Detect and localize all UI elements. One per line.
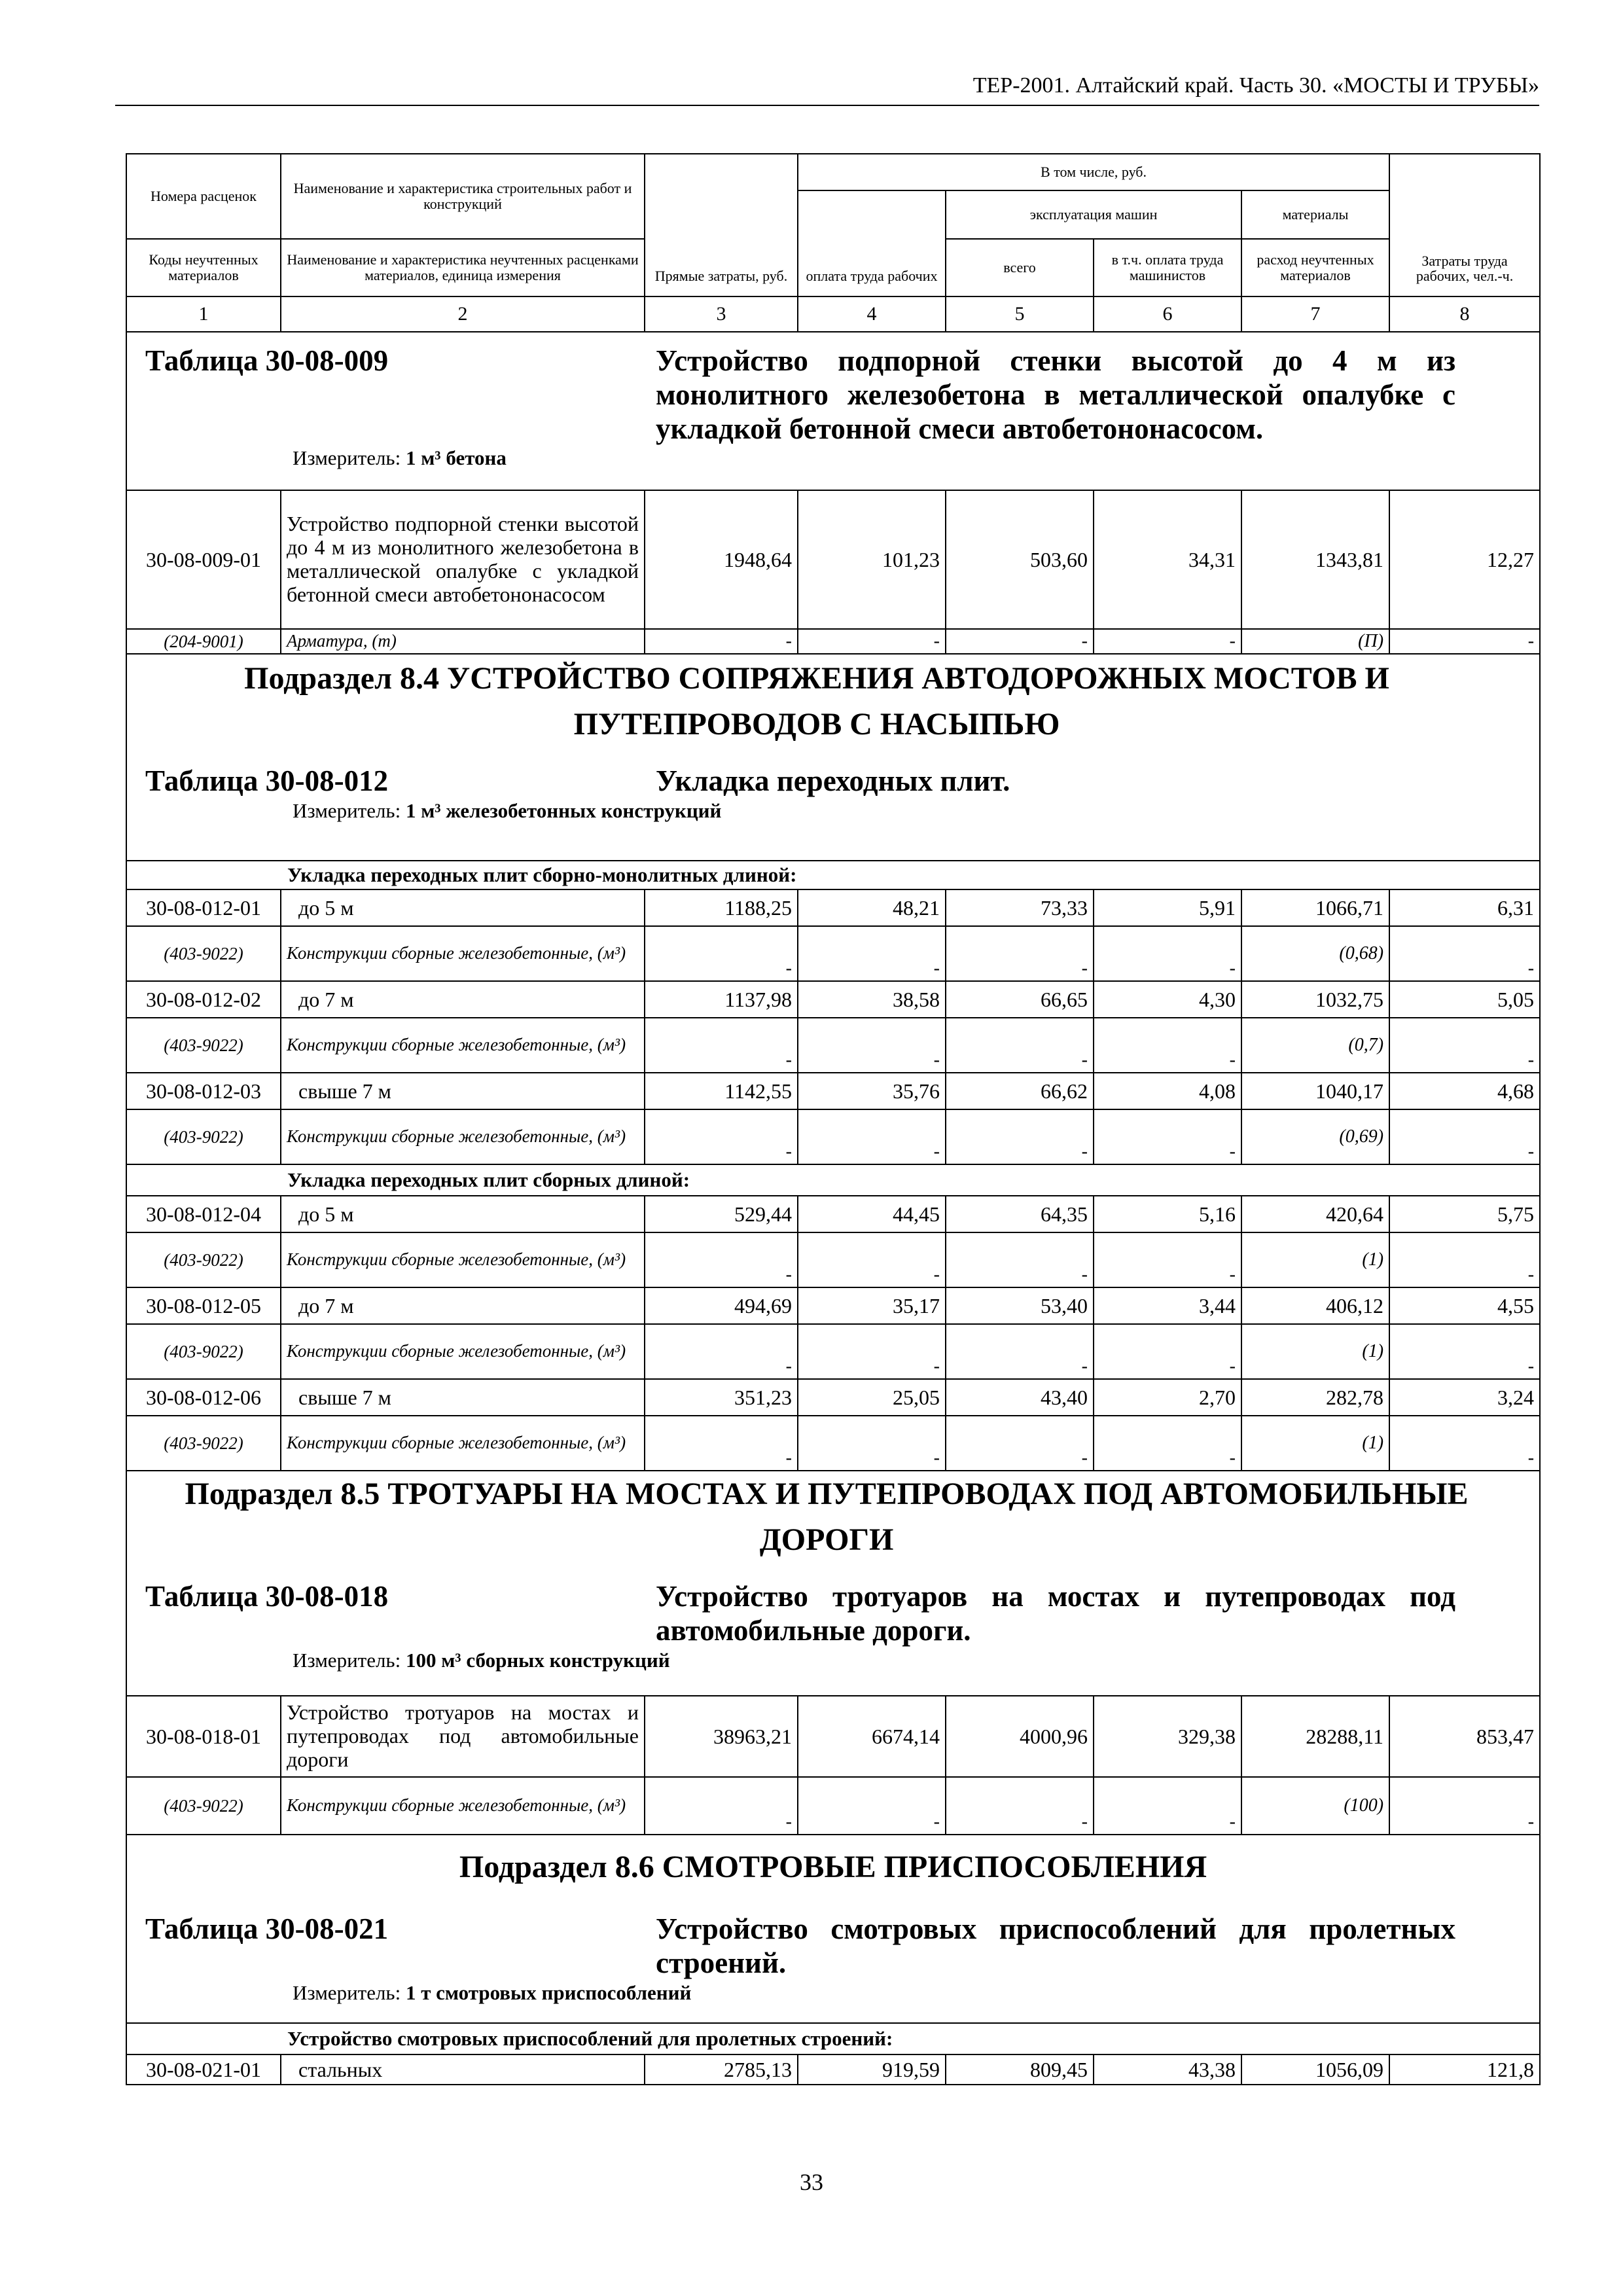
machines-total: 503,60 <box>946 490 1094 629</box>
dash: - <box>798 1777 946 1835</box>
dash: - <box>946 1324 1094 1379</box>
dash: - <box>1094 1109 1241 1164</box>
header-machine-operation: эксплуатация машин <box>946 190 1241 239</box>
dash: - <box>645 1777 798 1835</box>
labor-costs: 4,55 <box>1389 1287 1540 1324</box>
materials: 1032,75 <box>1241 981 1389 1018</box>
table-row <box>126 1196 1540 1232</box>
rate-code: 30-08-012-02 <box>126 981 281 1018</box>
materials: 406,12 <box>1241 1287 1389 1324</box>
header-operators-wages: в т.ч. оплата труда машинистов <box>1094 239 1241 296</box>
column-number: 6 <box>1094 296 1241 332</box>
materials: 1040,17 <box>1241 1073 1389 1109</box>
rate-name: до 7 м <box>281 1287 645 1324</box>
table-number: Таблица 30-08-018 <box>145 1580 389 1613</box>
table-row <box>126 889 1540 926</box>
dash: - <box>645 1324 798 1379</box>
materials: 1343,81 <box>1241 490 1389 629</box>
materials: 28288,11 <box>1241 1696 1389 1777</box>
table-title: Устройство смотровых приспособлений для пролетных строений. <box>656 1912 1456 1979</box>
dash: - <box>798 1416 946 1471</box>
column-number: 3 <box>645 296 798 332</box>
dash: - <box>1389 629 1540 654</box>
column-number: 4 <box>798 296 946 332</box>
direct-costs: 1188,25 <box>645 889 798 926</box>
table-row <box>126 1287 1540 1324</box>
labor-costs: 12,27 <box>1389 490 1540 629</box>
dash: - <box>1389 1018 1540 1073</box>
wages: 101,23 <box>798 490 946 629</box>
material-name: Конструкции сборные железобетонные, (м³) <box>281 1018 645 1073</box>
meter-label: Измеритель: <box>293 1648 401 1672</box>
dash: - <box>798 1232 946 1287</box>
machines-total: 809,45 <box>946 2054 1094 2085</box>
section-8-6 <box>126 1835 1540 2023</box>
direct-costs: 1137,98 <box>645 981 798 1018</box>
dash: - <box>798 1018 946 1073</box>
machines-total: 66,65 <box>946 981 1094 1018</box>
wages: 44,45 <box>798 1196 946 1232</box>
direct-costs: 1142,55 <box>645 1073 798 1109</box>
wages: 35,17 <box>798 1287 946 1324</box>
direct-costs: 38963,21 <box>645 1696 798 1777</box>
material-name: Конструкции сборные железобетонные, (м³) <box>281 926 645 981</box>
labor-costs: 6,31 <box>1389 889 1540 926</box>
material-quantity: (0,69) <box>1241 1109 1389 1164</box>
meter-label: Измеритель: <box>293 798 401 822</box>
dash: - <box>946 629 1094 654</box>
material-code: (403-9022) <box>126 1777 281 1835</box>
unaccounted-row <box>126 926 1540 981</box>
dash: - <box>1094 1416 1241 1471</box>
dash: - <box>1094 629 1241 654</box>
rate-name: до 5 м <box>281 889 645 926</box>
labor-costs: 853,47 <box>1389 1696 1540 1777</box>
material-quantity: (1) <box>1241 1232 1389 1287</box>
running-header: ТЕР-2001. Алтайский край. Часть 30. «МОСТЫ И ТРУБЫ» <box>972 73 1539 98</box>
meter <box>132 446 1534 470</box>
table-title: Укладка переходных плит. <box>656 764 1010 797</box>
dash: - <box>946 1232 1094 1287</box>
rate-name: Устройство подпорной стенки высотой до 4 м из монолитного железобетона в металлической опалубке с укладкой бетонной смеси автобетононасосом <box>281 490 645 629</box>
dash: - <box>1094 1324 1241 1379</box>
material-code: (403-9022) <box>126 1416 281 1471</box>
rate-code: 30-08-009-01 <box>126 490 281 629</box>
header-wages: оплата труда рабочих <box>798 190 946 296</box>
meter <box>132 798 1534 823</box>
meter <box>132 1981 1534 2005</box>
material-code: (204-9001) <box>126 629 281 654</box>
dash: - <box>1094 1018 1241 1073</box>
materials: 420,64 <box>1241 1196 1389 1232</box>
header-rate-number: Номера расценок <box>126 154 281 239</box>
material-name: Конструкции сборные железобетонные, (м³) <box>281 1416 645 1471</box>
material-name: Конструкции сборные железобетонные, (м³) <box>281 1777 645 1835</box>
section-title: Подраздел 8.6 СМОТРОВЫЕ ПРИСПОСОБЛЕНИЯ <box>459 1850 1207 1884</box>
rate-name: до 5 м <box>281 1196 645 1232</box>
material-quantity: (0,7) <box>1241 1018 1389 1073</box>
table-row <box>126 2054 1540 2085</box>
materials: 1056,09 <box>1241 2054 1389 2085</box>
machines-total: 64,35 <box>946 1196 1094 1232</box>
material-code: (403-9022) <box>126 1324 281 1379</box>
subheader: Устройство смотровых приспособлений для пролетных строений: <box>126 2023 1540 2054</box>
rate-code: 30-08-012-04 <box>126 1196 281 1232</box>
header-materials: материалы <box>1241 190 1389 239</box>
labor-costs: 4,68 <box>1389 1073 1540 1109</box>
dash: - <box>645 1018 798 1073</box>
wages: 38,58 <box>798 981 946 1018</box>
section-8-4 <box>126 654 1540 861</box>
unaccounted-row <box>126 1018 1540 1073</box>
table-row <box>126 1073 1540 1109</box>
rate-code: 30-08-021-01 <box>126 2054 281 2085</box>
dash: - <box>1094 1777 1241 1835</box>
dash: - <box>645 1109 798 1164</box>
table-row <box>126 981 1540 1018</box>
unaccounted-row <box>126 1324 1540 1379</box>
machines-total: 53,40 <box>946 1287 1094 1324</box>
material-quantity: (0,68) <box>1241 926 1389 981</box>
labor-costs: 3,24 <box>1389 1379 1540 1416</box>
header-unaccounted-codes: Коды неучтенных материалов <box>126 239 281 296</box>
rate-code: 30-08-012-05 <box>126 1287 281 1324</box>
dash: - <box>946 1416 1094 1471</box>
dash: - <box>1389 1232 1540 1287</box>
table-title: Устройство тротуаров на мостах и путепроводах под автомобильные дороги. <box>656 1580 1456 1647</box>
materials: 1066,71 <box>1241 889 1389 926</box>
labor-costs: 5,05 <box>1389 981 1540 1018</box>
dash: - <box>645 1416 798 1471</box>
meter-value: 1 м³ железобетонных конструкций <box>405 798 722 822</box>
labor-costs: 5,75 <box>1389 1196 1540 1232</box>
header-unaccounted-names: Наименование и характеристика неучтенных расценками материалов, единица измерения <box>281 239 645 296</box>
table-row <box>126 1696 1540 1777</box>
wages: 6674,14 <box>798 1696 946 1777</box>
header-including: В том числе, руб. <box>798 154 1389 190</box>
operators-wages: 4,30 <box>1094 981 1241 1018</box>
material-code: (403-9022) <box>126 1232 281 1287</box>
rate-name: свыше 7 м <box>281 1379 645 1416</box>
column-number: 2 <box>281 296 645 332</box>
material-code: (403-9022) <box>126 926 281 981</box>
direct-costs: 529,44 <box>645 1196 798 1232</box>
operators-wages: 43,38 <box>1094 2054 1241 2085</box>
machines-total: 4000,96 <box>946 1696 1094 1777</box>
rate-name: свыше 7 м <box>281 1073 645 1109</box>
dash: - <box>1094 926 1241 981</box>
dash: - <box>946 1777 1094 1835</box>
rate-code: 30-08-012-01 <box>126 889 281 926</box>
machines-total: 73,33 <box>946 889 1094 926</box>
dash: - <box>946 1109 1094 1164</box>
materials: 282,78 <box>1241 1379 1389 1416</box>
meter-value: 1 т смотровых приспособлений <box>405 1981 692 2004</box>
table-number: Таблица 30-08-021 <box>145 1912 389 1945</box>
direct-costs: 351,23 <box>645 1379 798 1416</box>
section-title: Подраздел 8.5 ТРОТУАРЫ НА МОСТАХ И ПУТЕПРОВОДАХ ПОД АВТОМОБИЛЬНЫЕ ДОРОГИ <box>185 1477 1469 1557</box>
dash: - <box>1389 1324 1540 1379</box>
header-labor-costs: Затраты труда рабочих, чел.-ч. <box>1389 154 1540 296</box>
labor-costs: 121,8 <box>1389 2054 1540 2085</box>
dash: - <box>798 1324 946 1379</box>
material-name: Арматура, (т) <box>281 629 645 654</box>
header-work-name: Наименование и характеристика строительных работ и конструкций <box>281 154 645 239</box>
table-number: Таблица 30-08-009 <box>145 344 389 377</box>
direct-costs: 494,69 <box>645 1287 798 1324</box>
page-number: 33 <box>800 2169 823 2195</box>
rate-code: 30-08-018-01 <box>126 1696 281 1777</box>
column-number: 7 <box>1241 296 1389 332</box>
rate-code: 30-08-012-03 <box>126 1073 281 1109</box>
dash: - <box>946 926 1094 981</box>
subheader: Укладка переходных плит сборно-монолитных длиной: <box>126 861 1540 889</box>
wages: 35,76 <box>798 1073 946 1109</box>
dash: - <box>1389 1109 1540 1164</box>
unaccounted-row <box>126 1777 1540 1835</box>
section-8-5 <box>126 1471 1540 1696</box>
machines-total: 43,40 <box>946 1379 1094 1416</box>
table-row <box>126 1379 1540 1416</box>
table-row <box>126 490 1540 629</box>
column-number: 5 <box>946 296 1094 332</box>
unaccounted-row <box>126 1232 1540 1287</box>
table-number: Таблица 30-08-012 <box>145 764 389 797</box>
material-quantity: (100) <box>1241 1777 1389 1835</box>
rate-name: до 7 м <box>281 981 645 1018</box>
unaccounted-row <box>126 1416 1540 1471</box>
operators-wages: 5,16 <box>1094 1196 1241 1232</box>
operators-wages: 4,08 <box>1094 1073 1241 1109</box>
dash: - <box>798 629 946 654</box>
header-direct-costs: Прямые затраты, руб. <box>645 154 798 296</box>
material-name: Конструкции сборные железобетонные, (м³) <box>281 1232 645 1287</box>
wages: 48,21 <box>798 889 946 926</box>
material-code: (403-9022) <box>126 1018 281 1073</box>
machines-total: 66,62 <box>946 1073 1094 1109</box>
section-title: Подраздел 8.4 УСТРОЙСТВО СОПРЯЖЕНИЯ АВТОДОРОЖНЫХ МОСТОВ И ПУТЕПРОВОДОВ С НАСЫПЬЮ <box>244 661 1389 742</box>
meter-value: 1 м³ бетона <box>405 446 507 470</box>
rate-name: стальных <box>281 2054 645 2085</box>
dash: - <box>798 926 946 981</box>
dash: - <box>1389 1416 1540 1471</box>
operators-wages: 3,44 <box>1094 1287 1241 1324</box>
operators-wages: 34,31 <box>1094 490 1241 629</box>
wages: 919,59 <box>798 2054 946 2085</box>
dash: - <box>946 1018 1094 1073</box>
dash: - <box>645 629 798 654</box>
material-quantity: (1) <box>1241 1324 1389 1379</box>
column-number: 8 <box>1389 296 1540 332</box>
material-name: Конструкции сборные железобетонные, (м³) <box>281 1109 645 1164</box>
table-heading-009 <box>126 332 1540 490</box>
material-name: Конструкции сборные железобетонные, (м³) <box>281 1324 645 1379</box>
meter-label: Измеритель: <box>293 1981 401 2004</box>
meter <box>132 1648 1534 1672</box>
operators-wages: 5,91 <box>1094 889 1241 926</box>
column-number: 1 <box>126 296 281 332</box>
dash: - <box>1389 1777 1540 1835</box>
unaccounted-row <box>126 629 1540 654</box>
dash: - <box>798 1109 946 1164</box>
direct-costs: 2785,13 <box>645 2054 798 2085</box>
header-total: всего <box>946 239 1094 296</box>
dash: - <box>1389 926 1540 981</box>
dash: - <box>645 926 798 981</box>
operators-wages: 329,38 <box>1094 1696 1241 1777</box>
table-title: Устройство подпорной стенки высотой до 4 м из монолитного железобетона в металлической опалубке с укладкой бетонной смеси автобетононасосом. <box>656 344 1456 445</box>
material-quantity: (1) <box>1241 1416 1389 1471</box>
dash: - <box>645 1232 798 1287</box>
rate-name: Устройство тротуаров на мостах и путепроводах под автомобильные дороги <box>281 1696 645 1777</box>
header-rule <box>115 105 1539 106</box>
meter-label: Измеритель: <box>293 446 401 470</box>
wages: 25,05 <box>798 1379 946 1416</box>
operators-wages: 2,70 <box>1094 1379 1241 1416</box>
material-quantity: (П) <box>1241 629 1389 654</box>
header-unaccounted-consumption: расход неучтенных материалов <box>1241 239 1389 296</box>
material-code: (403-9022) <box>126 1109 281 1164</box>
unaccounted-row <box>126 1109 1540 1164</box>
meter-value: 100 м³ сборных конструкций <box>405 1648 670 1672</box>
dash: - <box>1094 1232 1241 1287</box>
rates-table <box>126 153 1541 2085</box>
rate-code: 30-08-012-06 <box>126 1379 281 1416</box>
subheader: Укладка переходных плит сборных длиной: <box>126 1164 1540 1196</box>
direct-costs: 1948,64 <box>645 490 798 629</box>
